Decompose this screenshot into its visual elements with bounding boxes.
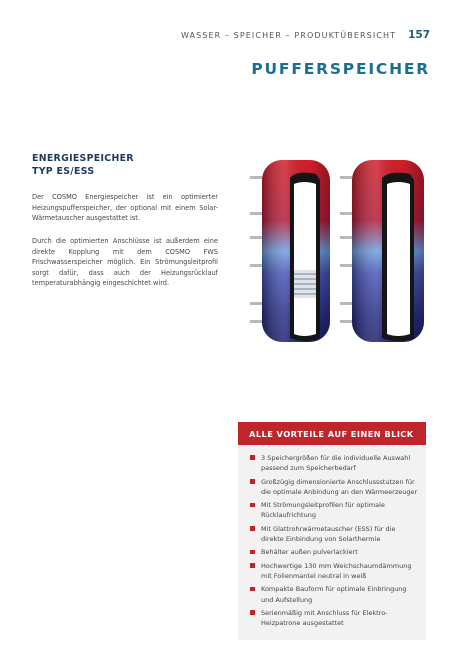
bullet-square-icon bbox=[250, 503, 255, 508]
advantages-box bbox=[238, 422, 426, 640]
intro-paragraph: Der COSMO Energiespeicher ist ein optimierter Heizungspufferspeicher, der optional mit einem Solar-Wärmetauscher ausgestattet ist. bbox=[32, 193, 218, 223]
bullet-square-icon bbox=[250, 550, 255, 555]
section-heading bbox=[32, 152, 222, 178]
list-item-text: Behälter außen pulverlackiert bbox=[261, 548, 358, 557]
bullet-square-icon bbox=[250, 526, 255, 531]
section-heading-line-1: ENERGIESPEICHER bbox=[32, 153, 134, 164]
list-item bbox=[250, 561, 420, 581]
list-item-text: Großzügig dimensionierte Anschlussstutzen für die optimale Anbindung an den Wärmeerzeuger bbox=[261, 477, 418, 496]
list-item bbox=[250, 584, 420, 604]
page-header bbox=[181, 29, 430, 41]
bullet-square-icon bbox=[250, 587, 255, 592]
advantages-list bbox=[238, 445, 426, 628]
list-item bbox=[250, 608, 420, 628]
product-image-storage-tanks bbox=[234, 152, 446, 360]
coupling-paragraph: Durch die optimierten Anschlüsse ist außerdem eine direkte Kopplung mit dem COSMO FWS Frischwasserspeicher möglich. Ein Strömungsleitprofil sorgt dafür, dass auch der Heizungsrücklauf temperaturabhängig eingeschichtet wird. bbox=[32, 237, 218, 288]
list-item-text: 3 Speichergrößen für die individuelle Auswahl passend zum Speicherbedarf bbox=[261, 454, 411, 473]
bullet-square-icon bbox=[250, 455, 255, 460]
list-item-text: Serienmäßig mit Anschluss für Elektro-Heizpatrone ausgestattet bbox=[261, 608, 388, 628]
list-item bbox=[250, 524, 420, 544]
list-item bbox=[250, 453, 420, 473]
breadcrumb: WASSER – SPEICHER – PRODUKTÜBERSICHT bbox=[180, 30, 397, 40]
list-item-text: Kompakte Bauform für optimale Einbringung und Aufstellung bbox=[261, 585, 407, 604]
page-number: 157 bbox=[408, 29, 430, 41]
advantages-title: ALLE VORTEILE AUF EINEN BLICK bbox=[238, 422, 426, 445]
storage-tank-es bbox=[340, 160, 424, 342]
bullet-square-icon bbox=[250, 610, 255, 615]
list-item bbox=[250, 500, 420, 520]
list-item-text: Mit Strömungsleitprofilen für optimale Rücklaufrichtung bbox=[261, 501, 385, 520]
bullet-square-icon bbox=[250, 479, 255, 484]
storage-tank-ess bbox=[250, 160, 330, 342]
list-item-text: Mit Glattrohrwärmetauscher (ESS) für die direkte Einbindung von Solarthermie bbox=[261, 524, 396, 543]
list-item bbox=[250, 547, 420, 557]
section-heading-line-2: TYP ES/ESS bbox=[32, 166, 95, 177]
list-item-text: Hochwertige 130 mm Weichschaumdämmung mit Folienmantel neutral in weiß bbox=[261, 561, 412, 580]
page-title: PUFFERSPEICHER bbox=[251, 60, 430, 78]
list-item bbox=[250, 477, 420, 497]
bullet-square-icon bbox=[250, 563, 255, 568]
